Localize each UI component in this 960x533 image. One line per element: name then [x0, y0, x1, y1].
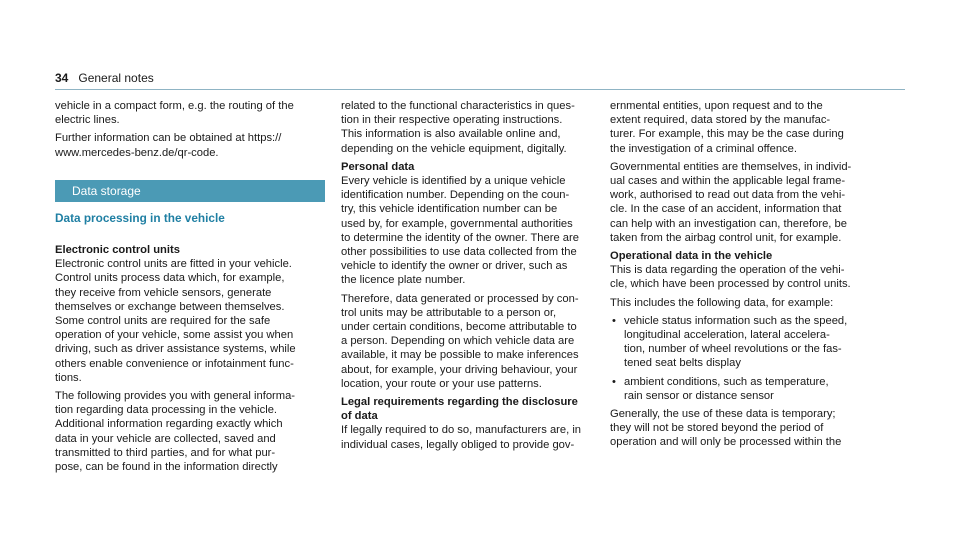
generally-paragraph: Generally, the use of these data is temporary; they will not be stored beyond the period of operation and will only be processed within the [610, 408, 842, 449]
general-info-paragraph: The following provides you with general informa- tion regarding data processing in the vehicle. Additional information regarding exactly which data in your vehicle are collected, saved and transmitted to third parties, and for what pur- pose, can be found in the information directly [55, 390, 296, 474]
personal-data-heading: Personal data [341, 160, 415, 173]
column-2 [341, 99, 609, 456]
intro-paragraph: vehicle in a compact form, e.g. the routing of the electric lines. [55, 100, 294, 127]
section-subheading: Data processing in the vehicle [55, 210, 225, 225]
personal-data-paragraph: Every vehicle is identified by a unique vehicle identification number. Depending on the coun- try, this vehicle identification number can be used by, for example, governmental authorities to determine the identity of the owner. There are other possibilities to use data collected from the vehicle to identify the owner or driver, such as the licence plate number. [341, 175, 579, 287]
header-rule [55, 89, 905, 90]
page-number: 34 [55, 71, 69, 85]
inferences-paragraph: Therefore, data generated or processed by con- trol units may be attributable to a person or, under certain conditions, become attributable to a person. Depending on which vehicle data are available, it may be possible to make inferences about, for example, your driving behaviour, your location, your route or your use patterns. [341, 292, 579, 390]
list-item: • vehicle status information such as the speed, longitudinal acceleration, lateral accelera- tion, number of wheel revolutions or the fas- tened seat belts display [610, 314, 890, 371]
list-item: • ambient conditions, such as temperature, rain sensor or distance sensor [610, 375, 890, 403]
governmental-request-paragraph: ernmental entities, upon request and to the extent required, data stored by the manufac- turer. For example, this may be the case during the investigation of a criminal offence. [610, 100, 844, 155]
column-1 [55, 99, 325, 478]
includes-paragraph: This includes the following data, for example: [610, 296, 834, 309]
data-storage-banner: Data storage [55, 180, 325, 202]
operational-data-heading: Operational data in the vehicle [610, 250, 773, 263]
operating-instructions-paragraph: related to the functional characteristics in ques- tion in their respective operating instructions. This information is also available online and, depending on the vehicle equipment, digitally. [341, 100, 575, 155]
page-header [55, 71, 154, 85]
governmental-entities-paragraph: Governmental entities are themselves, in individ- ual cases and within the applicable legal frame- work, authorised to read out data from the vehi- cle. In the case of an accident, information that can help with an investigation can, therefore, be taken from the airbag control unit, for example. [610, 160, 852, 244]
operational-data-paragraph: This is data regarding the operation of the vehi- cle, which have been processed by control units. [610, 264, 851, 291]
ecu-paragraph: Electronic control units are fitted in your vehicle. Control units process data which, for example, they receive from vehicle sensors, generate themselves or exchange between themselves. Some control units are required for the safe operation of your vehicle, some assist you when driving, such as driver assistance systems, while others enable convenience or infotainment func- tions. [55, 258, 296, 384]
qr-code-paragraph: Further information can be obtained at https:// www.mercedes-benz.de/qr-code. [55, 132, 282, 159]
column-3 [610, 99, 890, 454]
header-title: General notes [78, 71, 154, 85]
ecu-heading: Electronic control units [55, 244, 180, 257]
legal-requirements-paragraph: If legally required to do so, manufacturers are, in individual cases, legally obliged to provide gov- [341, 424, 582, 451]
legal-requirements-heading: Legal requirements regarding the disclosure of data [341, 396, 578, 423]
